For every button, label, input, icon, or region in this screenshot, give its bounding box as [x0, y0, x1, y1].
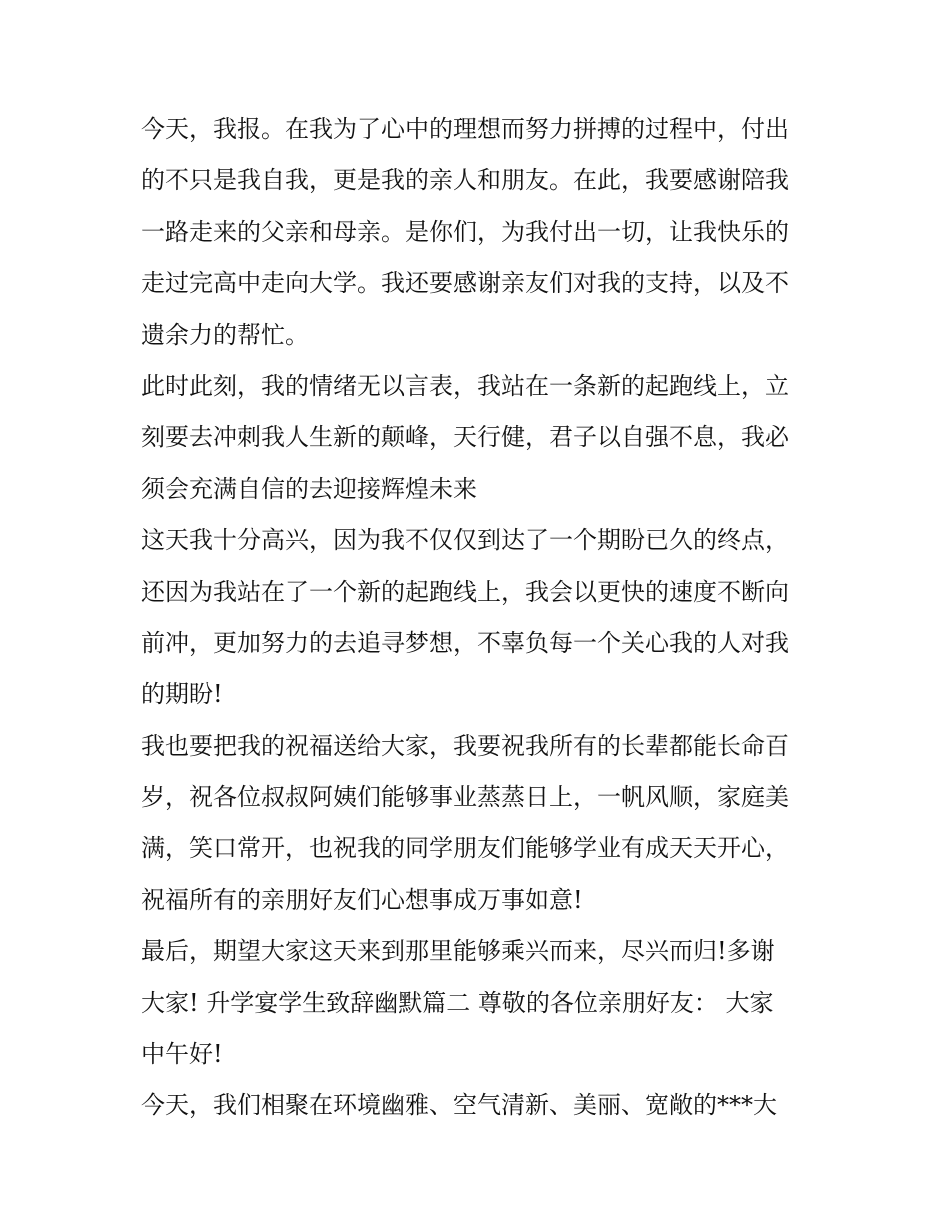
text-line: 今天，我报。在我为了心中的理想而努力拼搏的过程中，付出 [141, 115, 789, 143]
text-line: 遗余力的帮忙。 [141, 320, 309, 349]
text-line: 还因为我站在了一个新的起跑线上，我会以更快的速度不断向 [141, 577, 789, 606]
text-line: 刻要去冲刺我人生新的颠峰，天行健，君子以自强不息，我必 [141, 423, 789, 452]
text-line: 一路走来的父亲和母亲。是你们，为我付出一切，让我快乐的 [141, 217, 789, 246]
text-line: 我也要把我的祝福送给大家，我要祝我所有的长辈都能长命百 [141, 731, 789, 760]
text-line: 今天，我们相聚在环境幽雅、空气清新、美丽、宽敞的***大 [141, 1091, 777, 1120]
text-line: 的期盼! [141, 680, 223, 709]
text-line: 须会充满自信的去迎接辉煌未来 [141, 474, 477, 503]
text-line: 中午好! [141, 1040, 223, 1069]
document-body [141, 104, 821, 1132]
text-line: 祝福所有的亲朋好友们心想事成万事如意! [141, 885, 583, 914]
text-line: 前冲，更加努力的去追寻梦想，不辜负每一个关心我的人对我 [141, 628, 789, 657]
text-line: 的不只是我自我，更是我的亲人和朋友。在此，我要感谢陪我 [141, 166, 789, 195]
text-line: 最后，期望大家这天来到那里能够乘兴而来，尽兴而归!多谢 [141, 937, 775, 966]
text-line: 走过完高中走向大学。我还要感谢亲友们对我的支持，以及不 [141, 269, 789, 298]
text-line: 满，笑口常开，也祝我的同学朋友们能够学业有成天天开心， [141, 834, 789, 863]
text-line: 大家! 升学宴学生致辞幽默篇二 尊敬的各位亲朋好友： 大家 [141, 988, 774, 1017]
text-line: 这天我十分高兴，因为我不仅仅到达了一个期盼已久的终点， [141, 526, 789, 555]
text-line: 此时此刻，我的情绪无以言表，我站在一条新的起跑线上，立 [141, 371, 789, 400]
text-line: 岁，祝各位叔叔阿姨们能够事业蒸蒸日上，一帆风顺，家庭美 [141, 783, 789, 812]
